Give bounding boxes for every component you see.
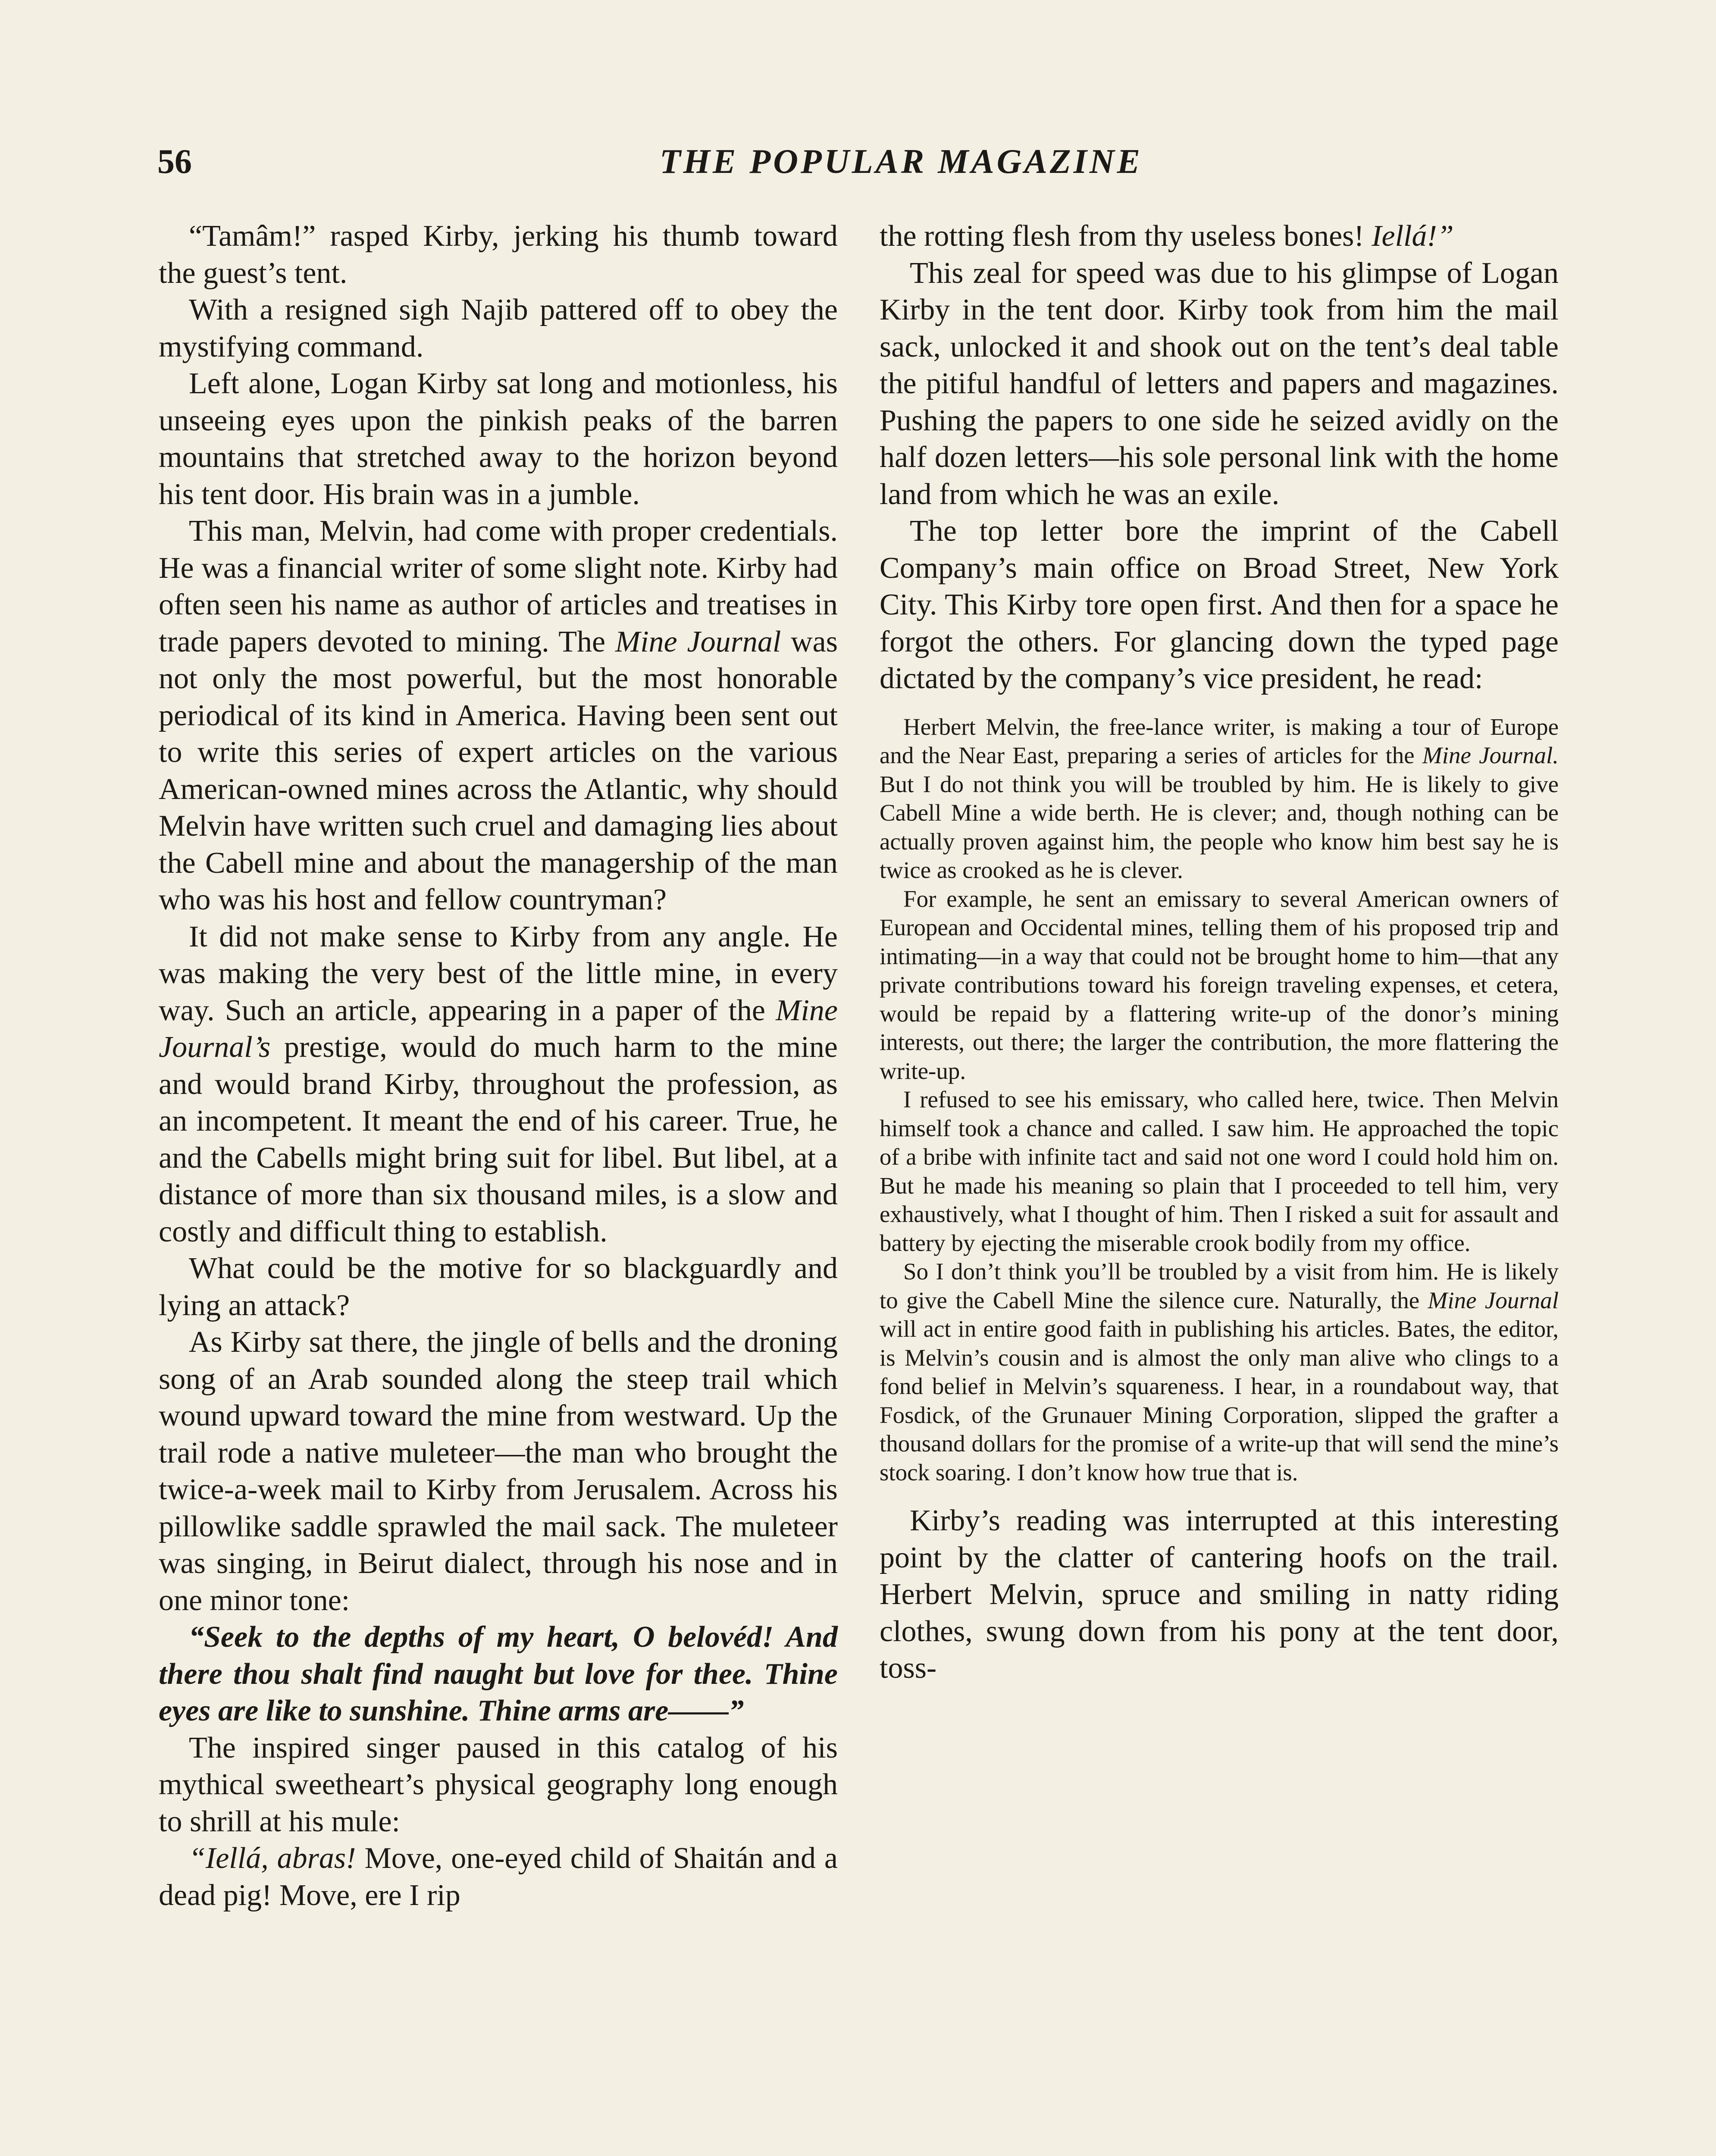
page-number: 56 [157,143,192,181]
letter-text: So I don’t think you’ll be troubled by a visit from him. He is likely to give the Cabell Mine the silence cure. Naturally, the [880,1258,1559,1313]
paragraph [159,513,838,918]
paragraph-text: The top letter bore the imprint of the Cabell Company’s main office on Broad Street, New York City. This Kirby tore open first. And then for a space he forgot the others. For glancing down the typed page dictated by the company’s vice president, he read: [880,514,1559,695]
paragraph [159,1324,838,1619]
paragraph [880,255,1559,513]
paragraph [880,1502,1559,1687]
song-text: “Seek to the depths of my heart, O belovéd! And there thou shalt find naught but love for thee. Thine eyes are like to sunshine. Thine arms are——” [159,1620,838,1727]
paragraph-text: This man, Melvin, had come with proper credentials. He was a financial writer of some slight note. Kirby had often seen his name as author of articles and treatises in trade papers devoted to mining. The [159,514,838,658]
paragraph [159,1250,838,1324]
publication-name: Mine Journal [615,625,781,658]
paragraph-text: Move, one-eyed child of Shaitán and a dead pig! Move, ere I rip [159,1842,838,1912]
letter-paragraph [880,1085,1559,1257]
paragraph [880,218,1559,255]
paragraph-text: was not only the most powerful, but the most honorable periodical of its kind in America. Having been sent out to write this series of expert articles on the various American-owned mines across the Atlantic, why should Melvin have written such cruel and damaging lies about the Cabell mine and about the managership of the man who was his host and fellow countryman? [159,625,838,916]
paragraph-text: What could be the motive for so blackguardly and lying an attack? [159,1252,838,1322]
letter-paragraph [880,713,1559,885]
paragraph [880,513,1559,697]
letter-text: Herbert Melvin, the free-lance writer, is making a tour of Europe and the Near East, preparing a series of articles for the [880,713,1559,768]
paragraph [159,1840,838,1914]
arabic-exclamation: Iellá!” [1372,219,1454,253]
paragraph [159,918,838,1250]
paragraph [159,365,838,513]
letter-paragraph [880,1257,1559,1487]
left-column [159,218,838,1914]
paragraph-text: As Kirby sat there, the jingle of bells and the droning song of an Arab sounded along the steep trail which wound upward toward the mine from westward. Up the trail rode a native muleteer—the man who brought the twice-a-week mail to Kirby from Jerusalem. Across his pillowlike saddle sprawled the mail sack. The muleteer was singing, in Beirut dialect, through his nose and in one minor tone: [159,1326,838,1617]
paragraph [159,218,838,291]
paragraph-text: Kirby’s reading was interrupted at this interesting point by the clatter of cantering hoofs on the trail. Herbert Melvin, spruce and smiling in natty riding clothes, swung down from his pony at the tent door, toss- [880,1504,1559,1685]
song-lyric [159,1619,838,1730]
letter-text: will act in entire good faith in publishing his articles. Bates, the editor, is Melvin’s cousin and is almost the only man alive who clings to a fond belief in Melvin’s squareness. I hear, in a roundabout way, that Fosdick, of the Grunauer Mining Corporation, slipped the grafter a thousand dollars for the promise of a write-up that will send the mine’s stock soaring. I don’t know how true that is. [880,1316,1559,1485]
letter-text: I refused to see his emissary, who called here, twice. Then Melvin himself took a chance and called. I saw him. He approached the topic of a bribe with infinite tact and said not one word I could hold him on. But he made his meaning so plain that I proceeded to tell him, very exhaustively, what I thought of him. Then I risked a suit for assault and battery by ejecting the miserable crook bodily from my office. [880,1086,1559,1256]
arabic-exclamation: “Iellá, abras! [189,1842,356,1875]
paragraph-text: With a resigned sigh Najib pattered off to obey the mystifying command. [159,293,838,364]
paragraph-text: It did not make sense to Kirby from any angle. He was making the very best of the little mine, in every way. Such an article, appearing in a paper of the [159,920,838,1027]
letter-excerpt [880,713,1559,1487]
paragraph-text: This zeal for speed was due to his glimpse of Logan Kirby in the tent door. Kirby took from him the mail sack, unlocked it and shook out on the tent’s deal table the pitiful handful of letters and papers and magazines. Pushing the papers to one side he seized avidly on the half dozen letters—his sole personal link with the home land from which he was an exile. [880,256,1559,511]
paragraph [159,1730,838,1840]
running-title: THE POPULAR MAGAZINE [659,143,1143,181]
paragraph-text: Left alone, Logan Kirby sat long and motionless, his unseeing eyes upon the pinkish peaks of the barren mountains that stretched away to the horizon beyond his tent door. His brain was in a jumble. [159,367,838,511]
paragraph-text: “Tamâm!” rasped Kirby, jerking his thumb toward the guest’s tent. [159,219,838,290]
letter-paragraph [880,885,1559,1086]
paragraph [159,291,838,365]
letter-text: For example, he sent an emissary to several American owners of European and Occidental mines, telling them of his proposed trip and intimating—in a way that could not be brought home to him—that any private contributions toward his foreign traveling expenses, et cetera, would be repaid by a flattering write-up of the donor’s mining interests, out there; the larger the contribution, the more flattering the write-up. [880,885,1559,1084]
publication-name: Mine Journal’s [159,993,838,1064]
paragraph-text: The inspired singer paused in this catalog of his mythical sweetheart’s physical geography long enough to shrill at his mule: [159,1731,838,1838]
paragraph-text: the rotting flesh from thy useless bones! [880,219,1372,253]
publication-name: Mine Journal. [1422,742,1559,768]
paragraph-text: prestige, would do much harm to the mine and would brand Kirby, throughout the profession, as an incompetent. It meant the end of his career. True, he and the Cabells might bring suit for libel. But libel, at a distance of more than six thousand miles, is a slow and costly and difficult thing to establish. [159,1031,838,1248]
publication-name: Mine Journal [1428,1287,1559,1313]
letter-text: But I do not think you will be troubled by him. He is likely to give Cabell Mine a wide berth. He is clever; and, though nothing can be actually proven against him, the people who know him best say he is twice as crooked as he is clever. [880,771,1559,883]
right-column [880,218,1559,1687]
